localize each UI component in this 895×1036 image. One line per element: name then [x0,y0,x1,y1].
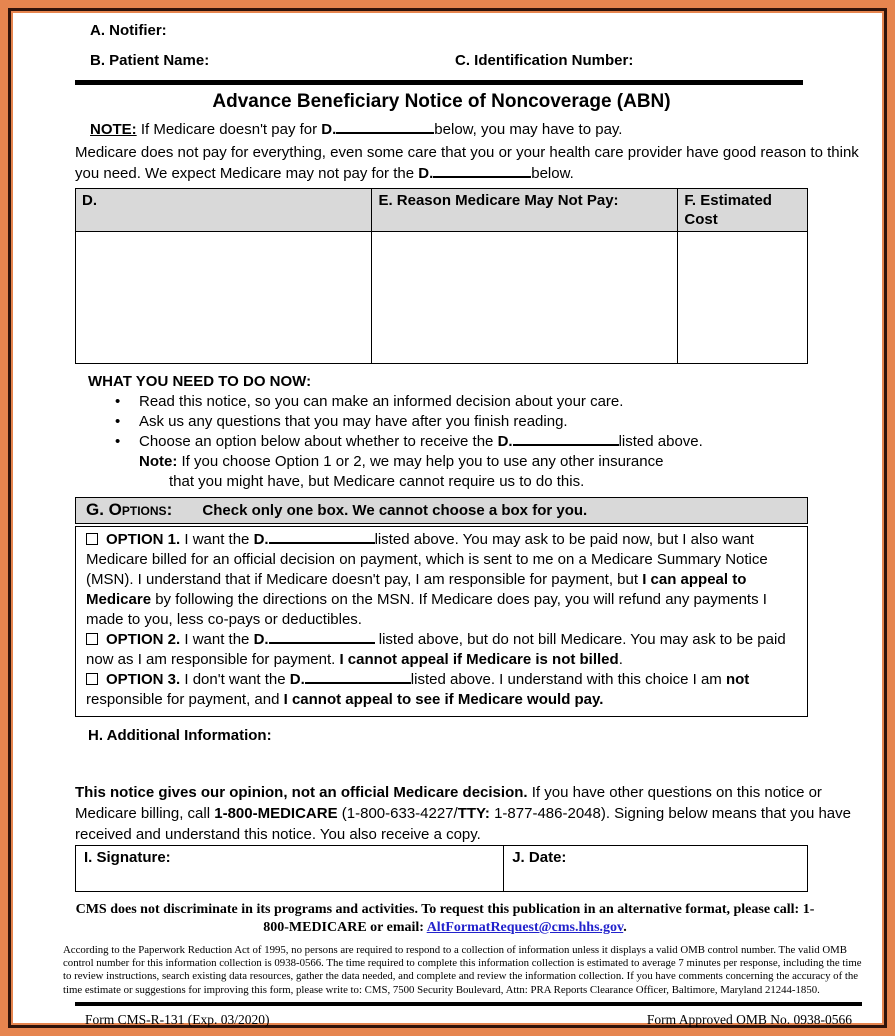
options-note-label: Note: [139,453,178,470]
notice-bold-medicare-number: 1-800-MEDICARE [214,805,338,822]
notice-text-2: (1-800-633-4227/ [337,805,458,822]
what-now-heading: WHAT YOU NEED TO DO NOW: [88,373,312,390]
option-3-checkbox[interactable] [86,673,98,685]
option-2-text-2: listed above, but do not bill Medicare. You may ask to be paid now as I am responsible for payment. [86,631,786,668]
signature-label: I. Signature: [84,849,171,866]
paperwork-reduction-act-text: According to the Paperwork Reduction Act of 1995, no persons are required to respond to a collection of information unless it displays a valid OMB control number. The valid OMB control number for this information collection is 0938-0566. The time required to complete this information collection is estimated to average 7 minutes per response, including the time to review instructions, search existing data resources, gather the data needed, and complete and review the information collection. If you have comments concerning the accuracy of the time estimate or suggestions for improving this form, please write to: CMS, 7500 Security Boulevard, Attn: PRA Reports Clearance Officer, Baltimore, Maryland 21244-1850. [63,944,862,996]
item-entry-cell[interactable] [76,232,372,364]
date-entry-cell[interactable] [504,846,808,892]
option-1-text-2: listed above. You may ask to be paid now, but I also want Medicare billed for an official decision on payment, which is sent to me on a Medicare Summary Notice (MSN). I understand that if Medicare doesn't pay, I am responsible for payment, but [86,531,768,588]
omb-approval-number: Form Approved OMB No. 0938-0566 [646,1011,852,1027]
medicare-decision-notice [75,782,860,845]
identification-number-label: C. Identification Number: [455,52,634,69]
form-number: Form CMS-R-131 (Exp. 03/2020) [85,1011,270,1027]
option-3-bold-appeal: I cannot appeal to see if Medicare would pay. [283,691,604,708]
option-2-label: OPTION 2. [106,631,181,648]
additional-info-area[interactable] [75,746,860,782]
bullet-read-notice [75,392,860,412]
def-table [75,188,808,364]
option-3-d-label: D. [289,671,305,688]
intro-paragraph [75,142,860,184]
bullet-ask-questions [75,412,860,432]
option-1-text-1: I want the [180,531,254,548]
reason-entry-cell[interactable] [372,232,678,364]
col-e-header: E. Reason Medicare May Not Pay: [372,189,678,232]
option-2-text-1: I want the [180,631,254,648]
def-table-header-row [76,189,808,232]
option-2-d-label: D. [253,631,269,648]
option-1-blank-line[interactable] [269,531,375,544]
notice-text-3: 1-877-486-2048). Signing below means that you have received and understand this notice. You also receive a copy. [75,805,851,843]
options-instruction: Check only one box. We cannot choose a box for you. [202,502,588,519]
option-2-bold-appeal: I cannot appeal if Medicare is not billed [339,651,619,668]
option-2-checkbox[interactable] [86,633,98,645]
intro-pre-text: Medicare does not pay for everything, even some care that you or your health care provider have good reason to think you need. We expect Medicare may not pay for the [75,144,859,182]
patient-name-label: B. Patient Name: [90,52,210,69]
notice-bold-tty: TTY: [457,805,490,822]
option-1-d-label: D. [253,531,269,548]
additional-info-label: H. Additional Information: [88,727,272,744]
note-blank-line[interactable] [336,121,434,134]
bullet-dot: • [115,393,121,410]
bullet-choose-pre: Choose an option below about whether to receive the [139,433,498,450]
bullet-ask-text: Ask us any questions that you may have after you finish reading. [139,413,568,430]
option-1-label: OPTION 1. [106,531,181,548]
note-post-text: below, you may have to pay. [434,121,623,138]
option-1-text-3: by following the directions on the MSN. If Medicare does pay, you will refund any payments I made to you, less co-pays or deductibles. [86,591,767,628]
col-f-header: F. Estimated Cost [678,189,808,232]
option-3-text-2: listed above. I understand with this choice I am [410,671,726,688]
bullet-choose-text [139,432,703,452]
cms-nondiscrimination-notice [75,901,815,937]
bullet-choose-post: listed above. [618,433,703,450]
signature-entry-cell[interactable] [76,846,504,892]
form-title: Advance Beneficiary Notice of Noncoverage (ABN) [212,91,671,112]
patient-id-row [75,51,860,71]
option-2-text-3: . [618,651,623,668]
cms-notice-suffix: . [623,920,627,935]
options-box [75,526,808,717]
title-divider-bar [75,80,803,85]
alt-format-email-link[interactable]: AltFormatRequest@cms.hhs.gov [426,920,624,935]
options-note-text1: If you choose Option 1 or 2, we may help you to use any other insurance [177,453,664,470]
option-2-blank-line[interactable] [269,631,375,644]
footer-row [75,1010,862,1030]
options-section-header [75,497,808,524]
bullet-dot: • [115,413,121,430]
date-label: J. Date: [512,849,567,866]
option-3-label: OPTION 3. [106,671,181,688]
cms-notice-text: CMS does not discriminate in its programs and activities. To request this publication in an alternative format, please call: 1-800-MEDICARE or email: [75,902,815,935]
notice-text-1: If you have other questions on this notice or Medicare billing, call [75,784,822,822]
page-border-inner [11,11,884,1025]
intro-d-label: D. [418,165,434,182]
bullet-read-text: Read this notice, so you can make an informed decision about your care. [139,393,624,410]
abn-form [13,13,882,1027]
signature-row [76,846,808,892]
bullet-choose-d-label: D. [497,433,513,450]
options-note-line1 [75,452,860,472]
estimated-cost-entry-cell[interactable] [678,232,808,364]
options-section-label: G. Options: [86,500,173,519]
option-3-blank-line[interactable] [305,671,411,684]
option-3-text-1: I don't want the [180,671,290,688]
option-3-bold-not: not [725,671,750,688]
note-d-label: D. [321,121,337,138]
bullet-choose-option [75,432,860,452]
intro-post-text: below. [531,165,574,182]
intro-blank-line[interactable] [433,165,531,178]
signature-table [75,845,808,892]
option-1-bold-appeal: I can appeal to Medicare [86,571,747,608]
option-1-checkbox[interactable] [86,533,98,545]
options-note-line2: that you might have, but Medicare cannot require us to do this. [169,473,585,490]
notice-bold-opinion: This notice gives our opinion, not an official Medicare decision. [75,784,528,801]
col-d-header: D. [76,189,372,232]
note-label: NOTE: [90,121,137,138]
note-pre-text: If Medicare doesn't pay for [136,121,322,138]
bullet-dot: • [115,433,121,450]
notifier-label: A. Notifier: [90,22,167,39]
bullet-choose-blank-line[interactable] [513,433,619,446]
footer-divider-bar [75,1002,862,1006]
page-border-dark [8,8,887,1028]
note-line [90,120,860,140]
def-table-body-row [76,232,808,364]
option-3-text-3: responsible for payment, and [86,691,284,708]
